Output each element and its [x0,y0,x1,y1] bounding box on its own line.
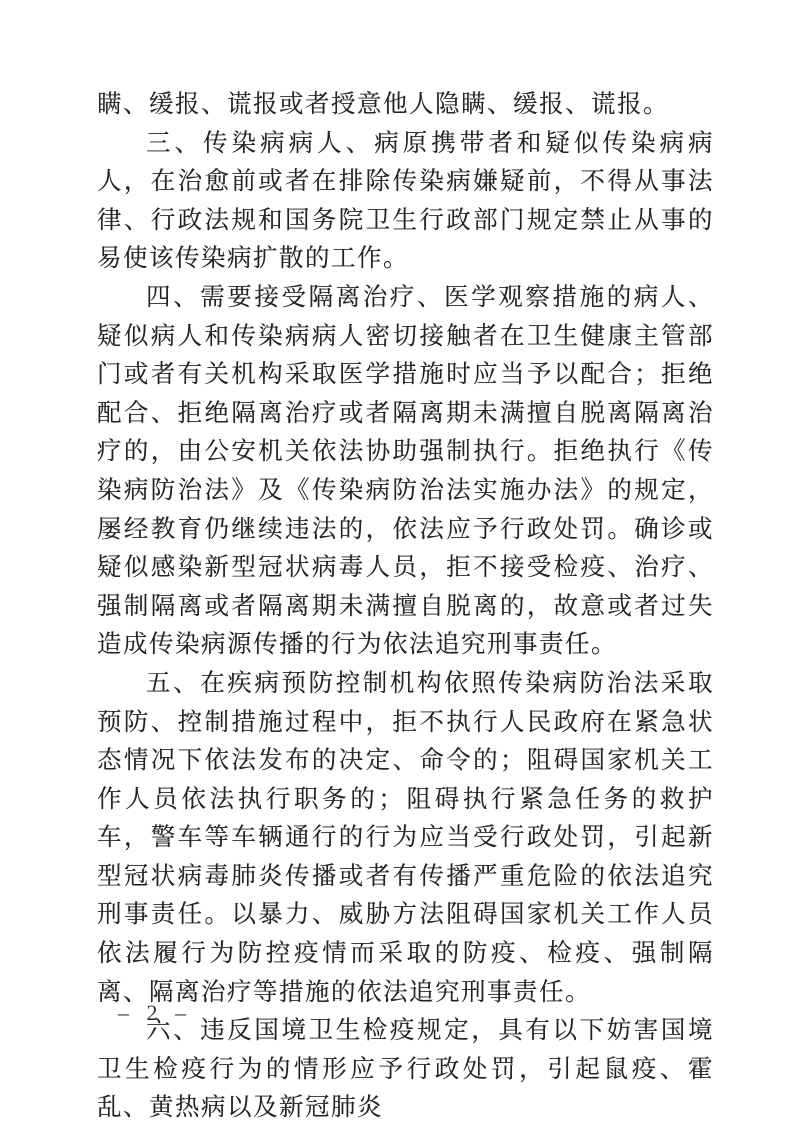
page-number: – 2 – [118,1000,192,1025]
paragraph-item-5: 五、在疾病预防控制机构依照传染病防治法采取预防、控制措施过程中，拒不执行人民政府在紧急状态情况下依法发布的决定、命令的；阻碍国家机关工作人员依法执行职务的；阻碍执行紧急任务的救护车，警车等车辆通行的行为应当受行政处罚，引起新型冠状病毒肺炎传播或者有传播严重危险的依法追究刑事责任。以暴力、威胁方法阻碍国家机关工作人员依法履行为防控疫情而采取的防疫、检疫、强制隔离、隔离治疗等措施的依法追究刑事责任。 [97,669,714,1006]
paragraph-continuation: 瞒、缓报、谎报或者授意他人隐瞒、缓报、谎报。 [97,91,669,118]
document-body-text [97,86,714,1128]
paragraph-item-6: 六、违反国境卫生检疫规定，具有以下妨害国境卫生检疫行为的情形应予行政处罚，引起鼠疫、霍乱、黄热病以及新冠肺炎 [97,1017,714,1122]
paragraph-item-3: 三、传染病病人、病原携带者和疑似传染病病人，在治愈前或者在排除传染病嫌疑前，不得从事法律、行政法规和国务院卫生行政部门规定禁止从事的易使该传染病扩散的工作。 [97,129,714,273]
paragraph-item-4: 四、需要接受隔离治疗、医学观察措施的病人、疑似病人和传染病病人密切接触者在卫生健康主管部门或者有关机构采取医学措施时应当予以配合；拒绝配合、拒绝隔离治疗或者隔离期未满擅自脱离隔离治疗的，由公安机关依法协助强制执行。拒绝执行《传染病防治法》及《传染病防治法实施办法》的规定，屡经教育仍继续违法的，依法应予行政处罚。确诊或疑似感染新型冠状病毒人员，拒不接受检疫、治疗、强制隔离或者隔离期未满擅自脱离的，故意或者过失造成传染病源传播的行为依法追究刑事责任。 [97,283,714,659]
